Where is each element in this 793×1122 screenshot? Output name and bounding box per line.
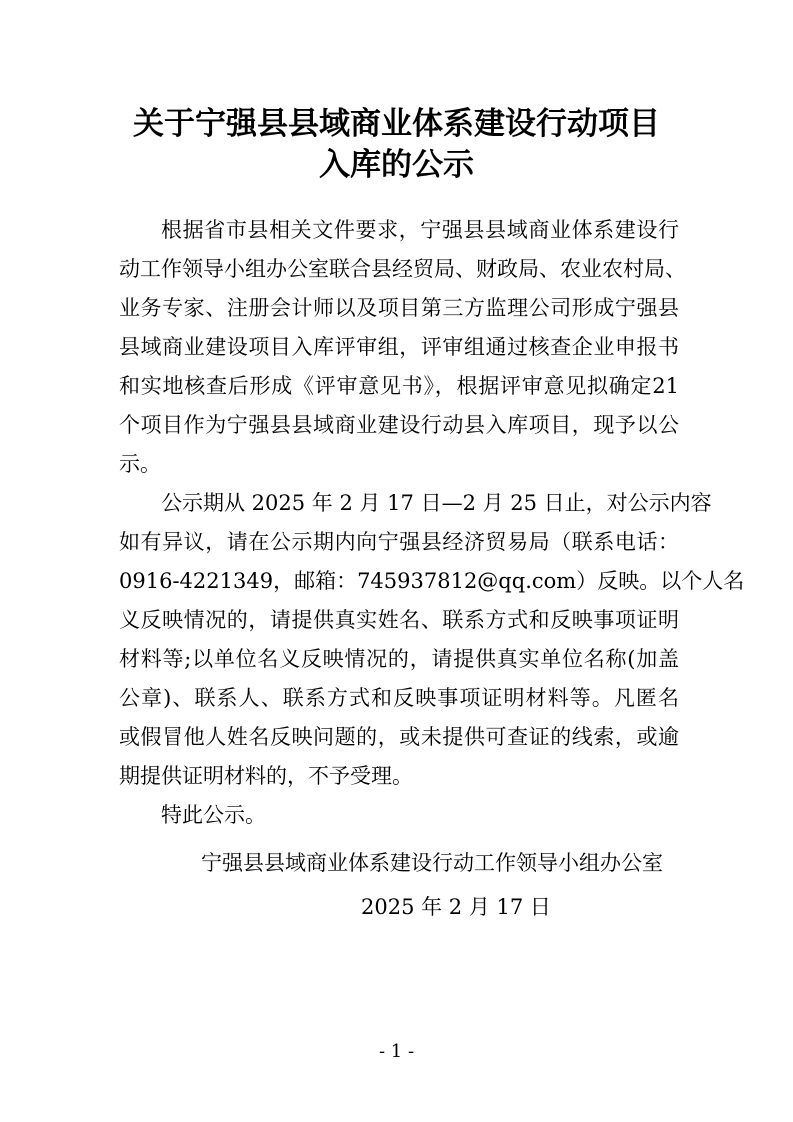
paragraph-line: 材料等;以单位名义反映情况的，请提供真实单位名称(加盖 (119, 647, 679, 671)
paragraph-line: 0916-4221349，邮箱：745937812@qq.com）反映。以个人名 (119, 569, 745, 593)
paragraph-line: 义反映情况的，请提供真实姓名、联系方式和反映事项证明 (119, 608, 679, 632)
paragraph-line: 和实地核查后形成《评审意见书》，根据评审意见拟确定21 (119, 374, 679, 398)
paragraph-line: 公示期从 2025 年 2 月 17 日—2 月 25 日止，对公示内容 (161, 491, 712, 515)
paragraph-line: 期提供证明材料的，不予受理。 (119, 764, 413, 788)
document-title-line-2: 入库的公示 (319, 147, 474, 183)
document-title-line-1: 关于宁强县县域商业体系建设行动项目 (133, 106, 660, 142)
paragraph-line: 根据省市县相关文件要求，宁强县县域商业体系建设行 (161, 218, 679, 242)
paragraph-line: 示。 (119, 452, 161, 476)
paragraph-line: 公章)、联系人、联系方式和反映事项证明材料等。凡匿名 (119, 686, 679, 710)
closing-statement: 特此公示。 (161, 803, 266, 827)
signature-date: 2025 年 2 月 17 日 (361, 895, 551, 919)
page-number: - 1 - (378, 1041, 415, 1062)
signature-organization: 宁强县县域商业体系建设行动工作领导小组办公室 (201, 851, 663, 875)
paragraph-line: 业务专家、注册会计师以及项目第三方监理公司形成宁强县 (119, 296, 679, 320)
paragraph-line: 或假冒他人姓名反映问题的，或未提供可查证的线索，或逾 (119, 725, 679, 749)
paragraph-line: 动工作领导小组办公室联合县经贸局、财政局、农业农村局、 (119, 257, 686, 281)
paragraph-line: 如有异议，请在公示期内向宁强县经济贸易局（联系电话： (119, 530, 679, 554)
paragraph-line: 县域商业建设项目入库评审组，评审组通过核查企业申报书 (119, 335, 679, 359)
paragraph-line: 个项目作为宁强县县域商业建设行动县入库项目，现予以公 (119, 413, 679, 437)
